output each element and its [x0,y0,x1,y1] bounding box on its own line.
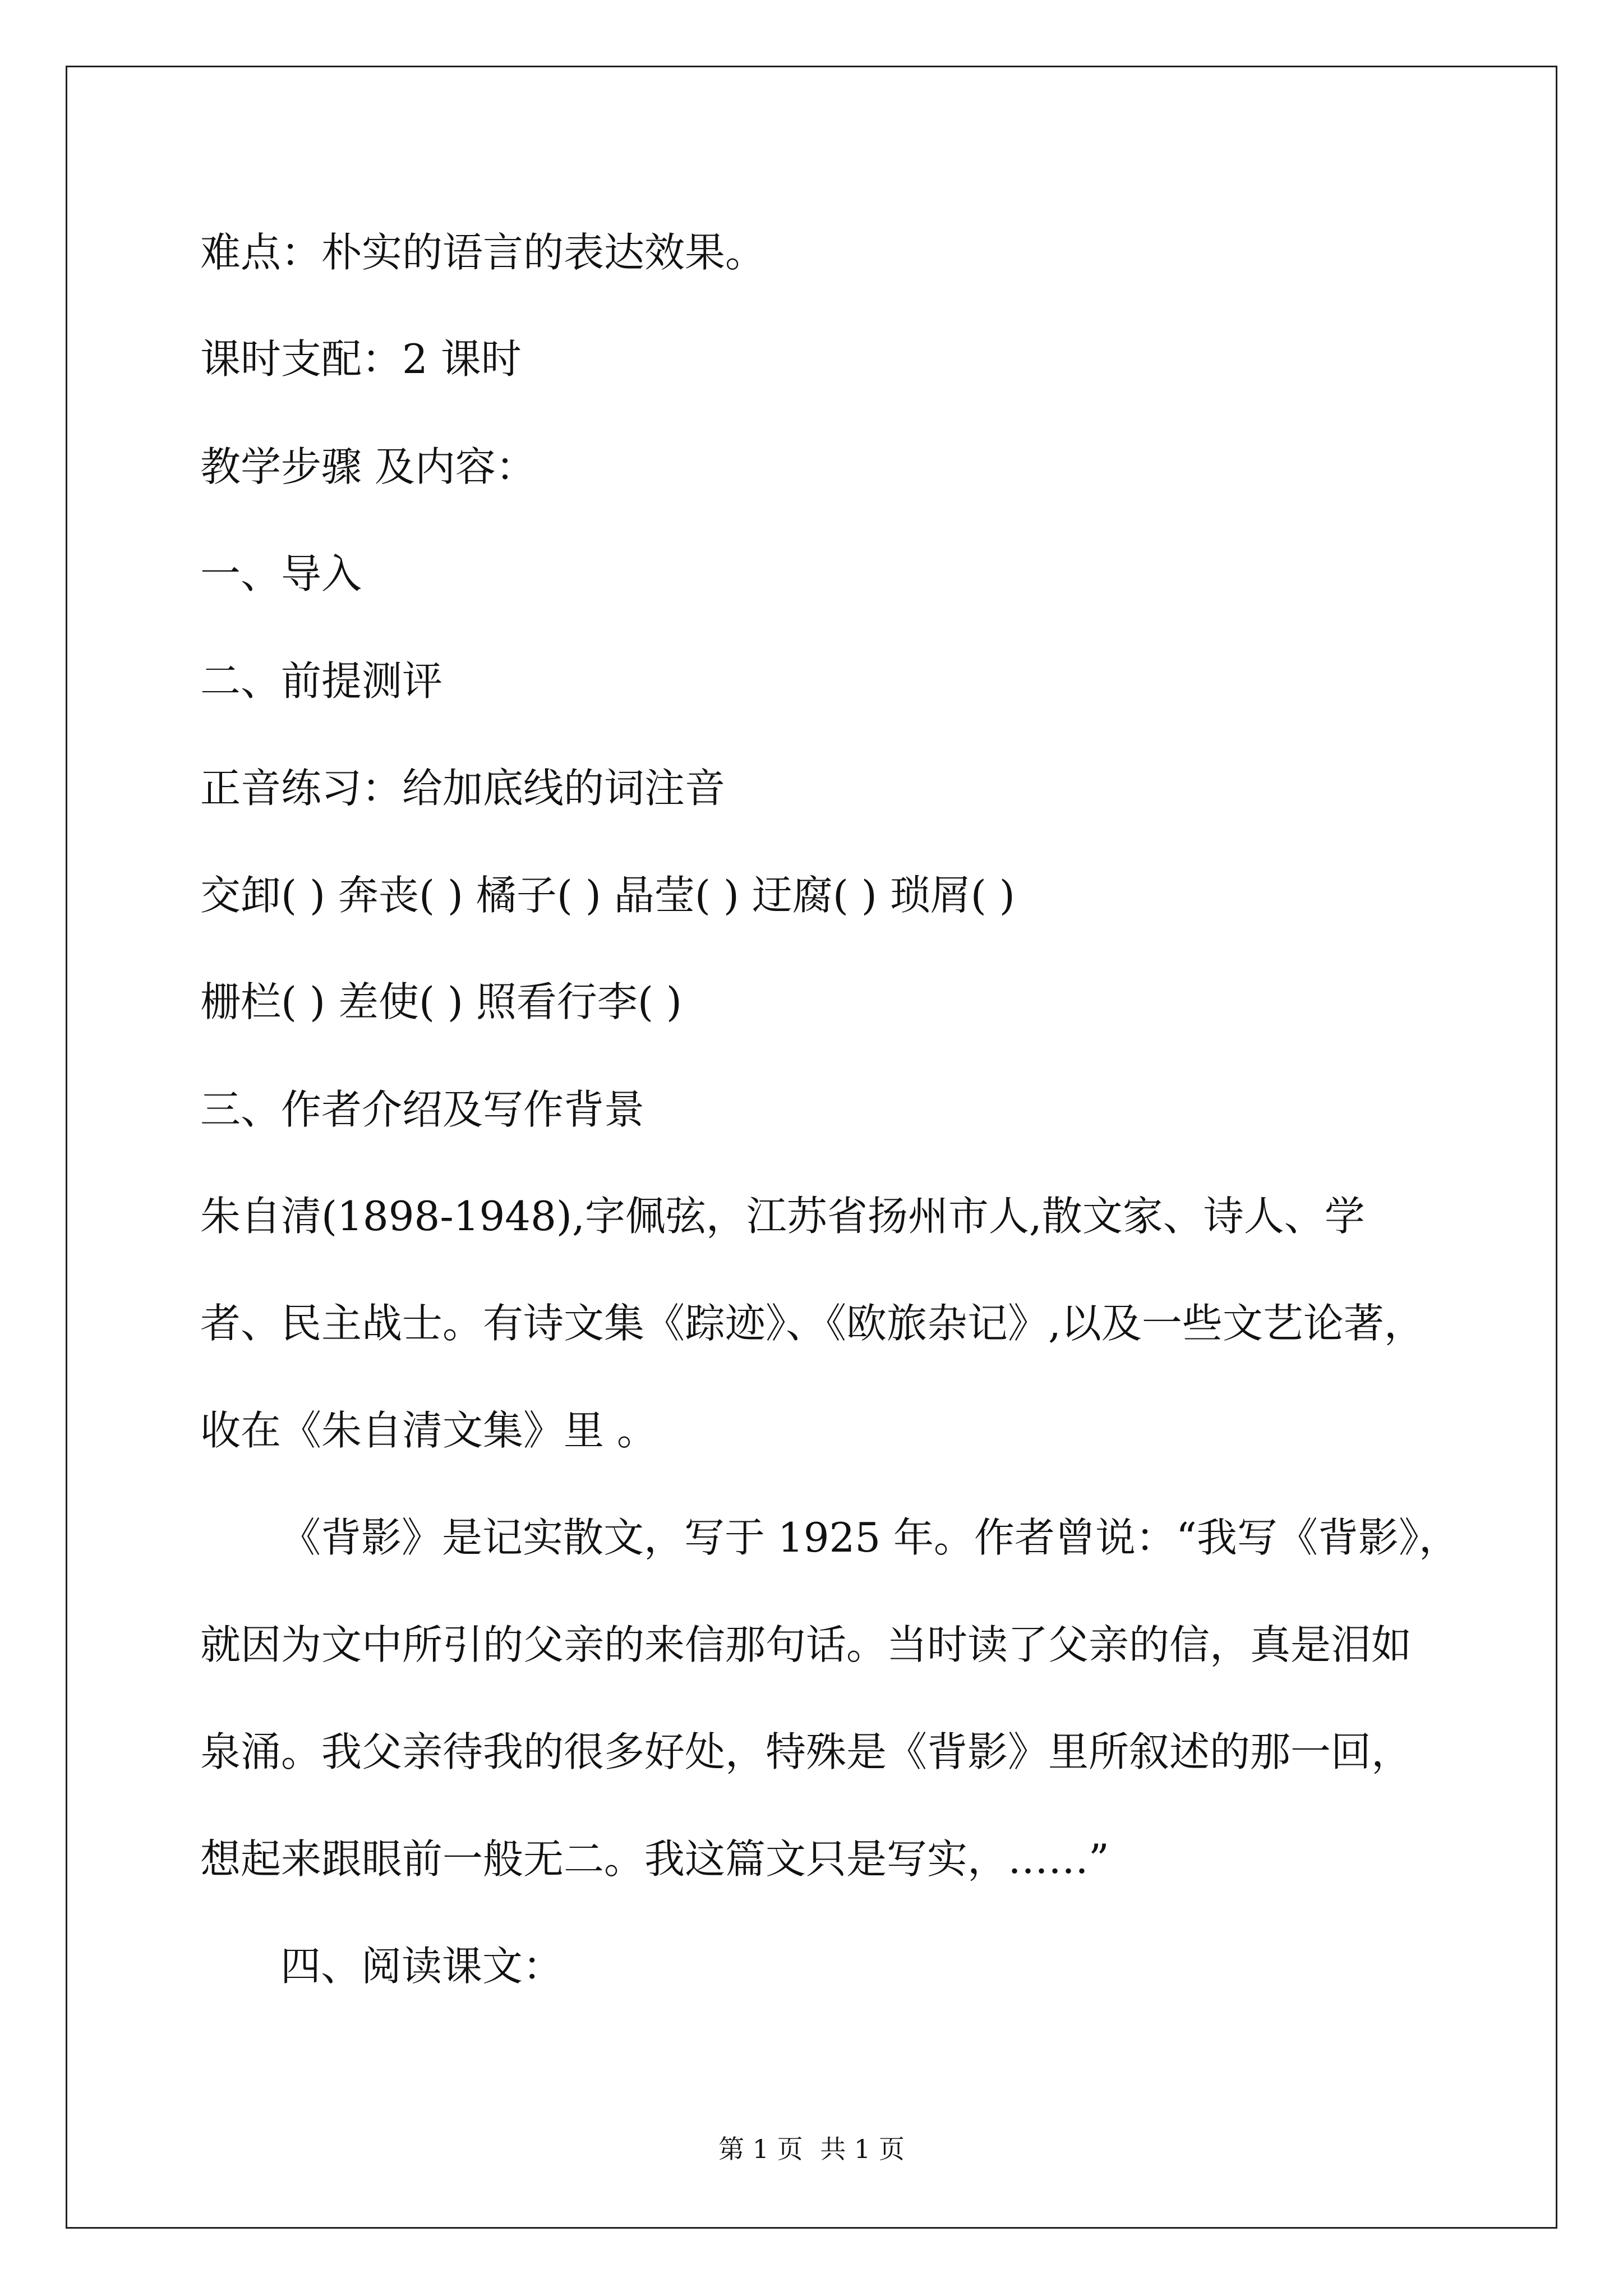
text-line-author-2: 者、民主战士。有诗文集《踪迹》、《欧旅杂记》,以及一些文艺论著， [200,1300,1424,1347]
text-line-words-1: 交卸( ) 奔丧( ) 橘子( ) 晶莹( ) 迂腐( ) 琐屑( ) [200,872,1015,919]
page-total: 共 1 页 [820,2134,905,2164]
heading-intro: 一、导入 [200,550,362,597]
heading-pretest: 二、前提测评 [200,657,443,705]
heading-reading: 四、阅读课文： [280,1943,564,1990]
text-line-background-3: 泉涌。我父亲待我的很多好处，特殊是《背影》里所叙述的那一回， [200,1728,1412,1775]
text-line-difficulty: 难点：朴实的语言的表达效果。 [200,229,766,276]
text-line-pronunciation: 正音练习：给加底线的词注音 [200,765,726,812]
text-line-background-1: 《背影》是记实散文，写于 1925 年。作者曾说：“我写《背影》， [280,1514,1459,1561]
text-line-background-2: 就因为文中所引的父亲的来信那句话。当时读了父亲的信，真是泪如 [200,1621,1412,1668]
text-line-background-4: 想起来跟眼前一般无二。我这篇文只是写实，……” [200,1835,1109,1883]
text-line-words-2: 栅栏( ) 差使( ) 照看行李( ) [200,978,682,1025]
text-line-author-3: 收在《朱自清文集》里 。 [200,1407,657,1454]
text-line-steps: 教学步骤 及内容： [200,443,536,490]
heading-author: 三、作者介绍及写作背景 [200,1086,645,1133]
page-frame [66,66,1557,2229]
text-line-author-1: 朱自清(1898-1948),字佩弦，江苏省扬州市人,散文家、诗人、学 [200,1193,1365,1240]
page-number: 第 1 页 [718,2134,803,2164]
text-line-schedule: 课时支配：2 课时 [200,335,522,383]
page-footer [0,2136,1623,2162]
